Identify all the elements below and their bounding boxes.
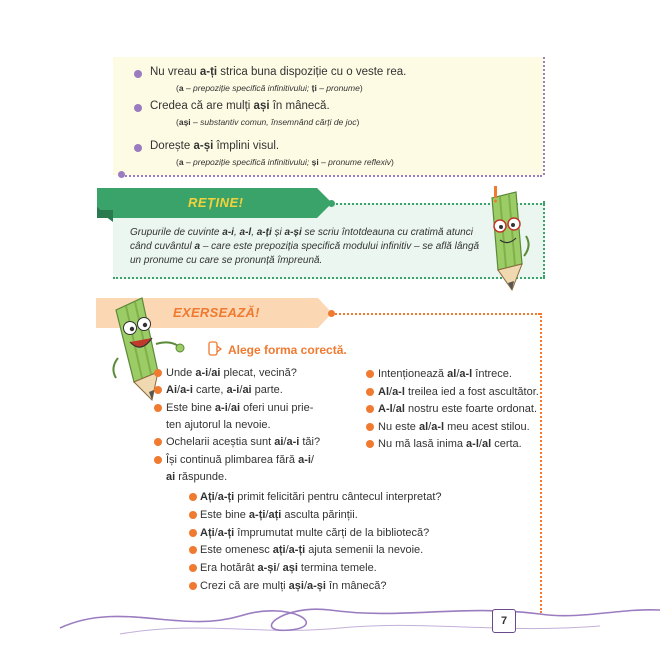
exercise-item [378,367,512,381]
text-fragment: a-ți [217,526,235,539]
text-fragment: a-i [214,401,228,414]
text-fragment: ai [230,401,241,414]
text-fragment: a-i [226,384,240,397]
divider-dot [118,171,125,178]
text-fragment: ați [268,508,282,521]
text-fragment: Nu vreau [150,66,200,78]
exercise-item [378,385,539,399]
text-fragment: ți [311,83,317,93]
text-fragment: a [194,241,201,252]
exercise-item [166,470,227,484]
text-fragment: a-ți [248,508,266,521]
examples-box-border [543,57,545,175]
text-fragment: Era hotărât [200,562,258,575]
text-fragment: / [428,420,432,433]
text-fragment: întrece. [472,368,512,380]
text-fragment: – prepoziție specifică infinitivului; [183,157,312,167]
text-fragment: și [311,157,319,167]
bullet-icon [134,104,142,112]
text-fragment: / [285,544,289,557]
bullet-icon [134,70,142,78]
text-fragment: a-l [466,438,479,450]
text-fragment: a [178,157,184,167]
banner-dot [328,200,335,207]
text-fragment: A-l [378,403,393,415]
text-fragment: Dorește [150,140,194,152]
text-fragment: asculta părinții. [281,508,358,521]
text-fragment: ai [166,470,176,483]
exerseaza-title: EXERSEAZĂ! [173,305,260,320]
exercise-item [166,366,297,380]
text-fragment: a-l [239,227,252,238]
text-fragment: în mânecă? [325,580,387,592]
exercise-item [166,418,271,432]
text-fragment: , [251,227,257,238]
text-fragment: Unde [166,367,196,379]
text-fragment: a-ți [217,491,235,503]
bullet-icon [154,456,162,464]
text-fragment: ași [282,562,298,575]
exercise-item [166,435,320,449]
text-fragment: a-l [459,368,473,380]
bullet-icon [189,546,197,554]
bullet-icon [189,511,197,519]
exerseaza-right-border [540,313,542,613]
text-fragment: Nu mă lasă inima [378,438,467,450]
text-fragment: Își continuă plimbarea fără [166,453,299,466]
example-note: (a – prepoziție specifică infinitivului; ți – pronume) [176,83,363,93]
text-fragment: ai [274,436,284,449]
text-fragment: a-ți [256,227,272,238]
text-fragment: – pronume [316,83,360,93]
exercise-item [378,402,537,416]
text-fragment: oferi unui prie- [240,401,314,414]
text-fragment: împrumutat multe cărți de la bibliotecă? [234,526,430,539]
text-fragment: / [214,526,218,539]
exercise-item [166,383,283,397]
text-fragment: certa. [491,438,522,450]
text-fragment: / [456,368,460,380]
text-fragment: , [233,227,240,238]
text-fragment: a-i [222,227,234,238]
text-fragment: parte. [251,384,283,397]
bullet-icon [366,405,374,413]
exercise-item [200,526,429,540]
text-fragment: Ochelarii aceștia sunt [166,436,275,449]
bullet-icon [366,388,374,396]
bullet-icon [189,582,197,590]
example-note: (a – prepoziție specifică infinitivului; și – pronume reflexiv) [176,157,394,167]
text-fragment: și [271,227,285,238]
text-fragment: / [239,384,243,397]
text-fragment: a-i [180,384,193,397]
text-fragment: Intenționează [378,368,448,380]
text-fragment: în mânecă. [269,100,330,112]
text-fragment: / [265,508,269,521]
text-fragment: meu acest stilou. [444,420,530,433]
exercise-item [200,490,442,504]
text-fragment: împlini visul. [213,140,280,152]
example-sentence [150,100,330,112]
exercise-item [200,561,377,575]
text-fragment: a-l [431,420,445,433]
text-fragment: a-ți [199,66,218,78]
text-fragment: / [303,580,307,592]
text-fragment: plecat, vecină? [220,367,297,379]
text-fragment: – pronume reflexiv [318,157,392,167]
bullet-icon [189,564,197,572]
example-sentence [150,66,406,78]
text-fragment: ten ajutorul la nevoie. [166,418,271,431]
text-fragment: al [395,403,405,415]
text-fragment: se scriu întotdeauna cu cratimă atunci când cuvântul [130,227,473,252]
text-fragment: a-i [298,453,311,466]
retine-right-border [543,201,545,277]
bullet-icon [154,438,162,446]
bullet-icon [134,144,142,152]
exercise-item [166,453,314,467]
text-fragment: a [178,83,184,93]
exercise-item [200,508,358,522]
text-fragment: Grupurile de cuvinte [130,227,223,238]
text-fragment: / [478,438,482,450]
text-fragment: / [392,403,396,415]
text-fragment: Este bine [166,401,215,414]
bullet-icon [366,440,374,448]
text-fragment: / [177,384,181,397]
text-fragment: ajuta semenii la nevoie. [305,544,424,557]
text-fragment: / [276,562,283,575]
bullet-icon [189,529,197,537]
text-fragment: al [418,420,429,433]
bullet-icon [189,493,197,501]
text-fragment: a-i [286,436,300,449]
text-fragment: / [310,453,314,466]
text-fragment: strica buna dispoziție cu o veste rea. [217,66,407,78]
text-fragment: Este bine [200,508,249,521]
bullet-icon [366,370,374,378]
text-fragment: ați [272,544,286,557]
text-fragment: a-și [307,580,326,592]
text-fragment: al [481,438,492,450]
retine-title: REȚINE! [188,195,244,210]
exercise-item [378,437,522,451]
text-fragment: a-și [193,140,214,152]
bullet-icon [154,369,162,377]
text-fragment: tăi? [299,436,321,449]
text-fragment: / [208,367,212,379]
text-fragment: carte, [192,384,227,397]
text-fragment: / [389,385,393,398]
bullet-icon [366,423,374,431]
text-fragment: a-ți [288,544,306,557]
decorative-swirl [0,590,660,640]
text-fragment: – prepoziție specifică infinitivului; [183,83,312,93]
text-fragment: ași [253,100,270,112]
text-fragment: primit felicitări pentru cântecul interpretat? [234,491,442,503]
exercise-item [200,543,423,557]
retine-text [130,226,480,268]
text-fragment: / [283,436,287,449]
pencil-mascot-icon [478,186,534,298]
text-fragment: termina temele. [297,562,377,575]
text-fragment: Este omenesc [200,544,273,557]
page-number: 7 [492,609,516,633]
text-fragment: Ați [200,526,215,539]
text-fragment: treilea ied a fost ascultător. [404,385,539,398]
examples-divider [122,175,542,177]
text-fragment: Credea că are mulți [150,100,254,112]
retine-banner-fold [97,210,115,224]
text-fragment: / [214,491,218,503]
text-fragment: a-și [257,562,277,575]
exercise-item [166,401,313,415]
text-fragment: nostru este foarte ordonat. [404,403,538,415]
text-fragment: a-l [392,385,405,398]
text-fragment: Ați [200,491,215,503]
text-fragment: Ai [166,384,177,397]
text-fragment: al [447,368,457,380]
text-fragment: – substantiv comun, însemnând cărți de joc [190,117,357,127]
hand-pointer-icon [206,340,224,358]
exercise-item [378,420,530,434]
text-fragment: ai [211,367,221,379]
text-fragment: Al [378,385,389,398]
text-fragment: Nu este [378,420,419,433]
text-fragment: ași [288,580,304,592]
text-fragment: – care este prepoziția specifică modului infinitiv – se află lângă un pronume cu care se pronunță împreună. [130,241,480,266]
bullet-icon [154,404,162,412]
text-fragment: a-i [195,367,209,379]
text-fragment: / [227,401,231,414]
text-fragment: ai [242,384,252,397]
text-fragment: Crezi că are mulți [200,580,289,592]
example-sentence [150,140,279,152]
exerseaza-top-border [332,313,540,315]
text-fragment: ași [178,117,191,127]
task-instruction: Alege forma corectă. [228,343,347,357]
text-fragment: a-și [284,227,302,238]
example-note: (ași – substantiv comun, însemnând cărți de joc) [176,117,360,127]
text-fragment: răspunde. [175,470,228,483]
